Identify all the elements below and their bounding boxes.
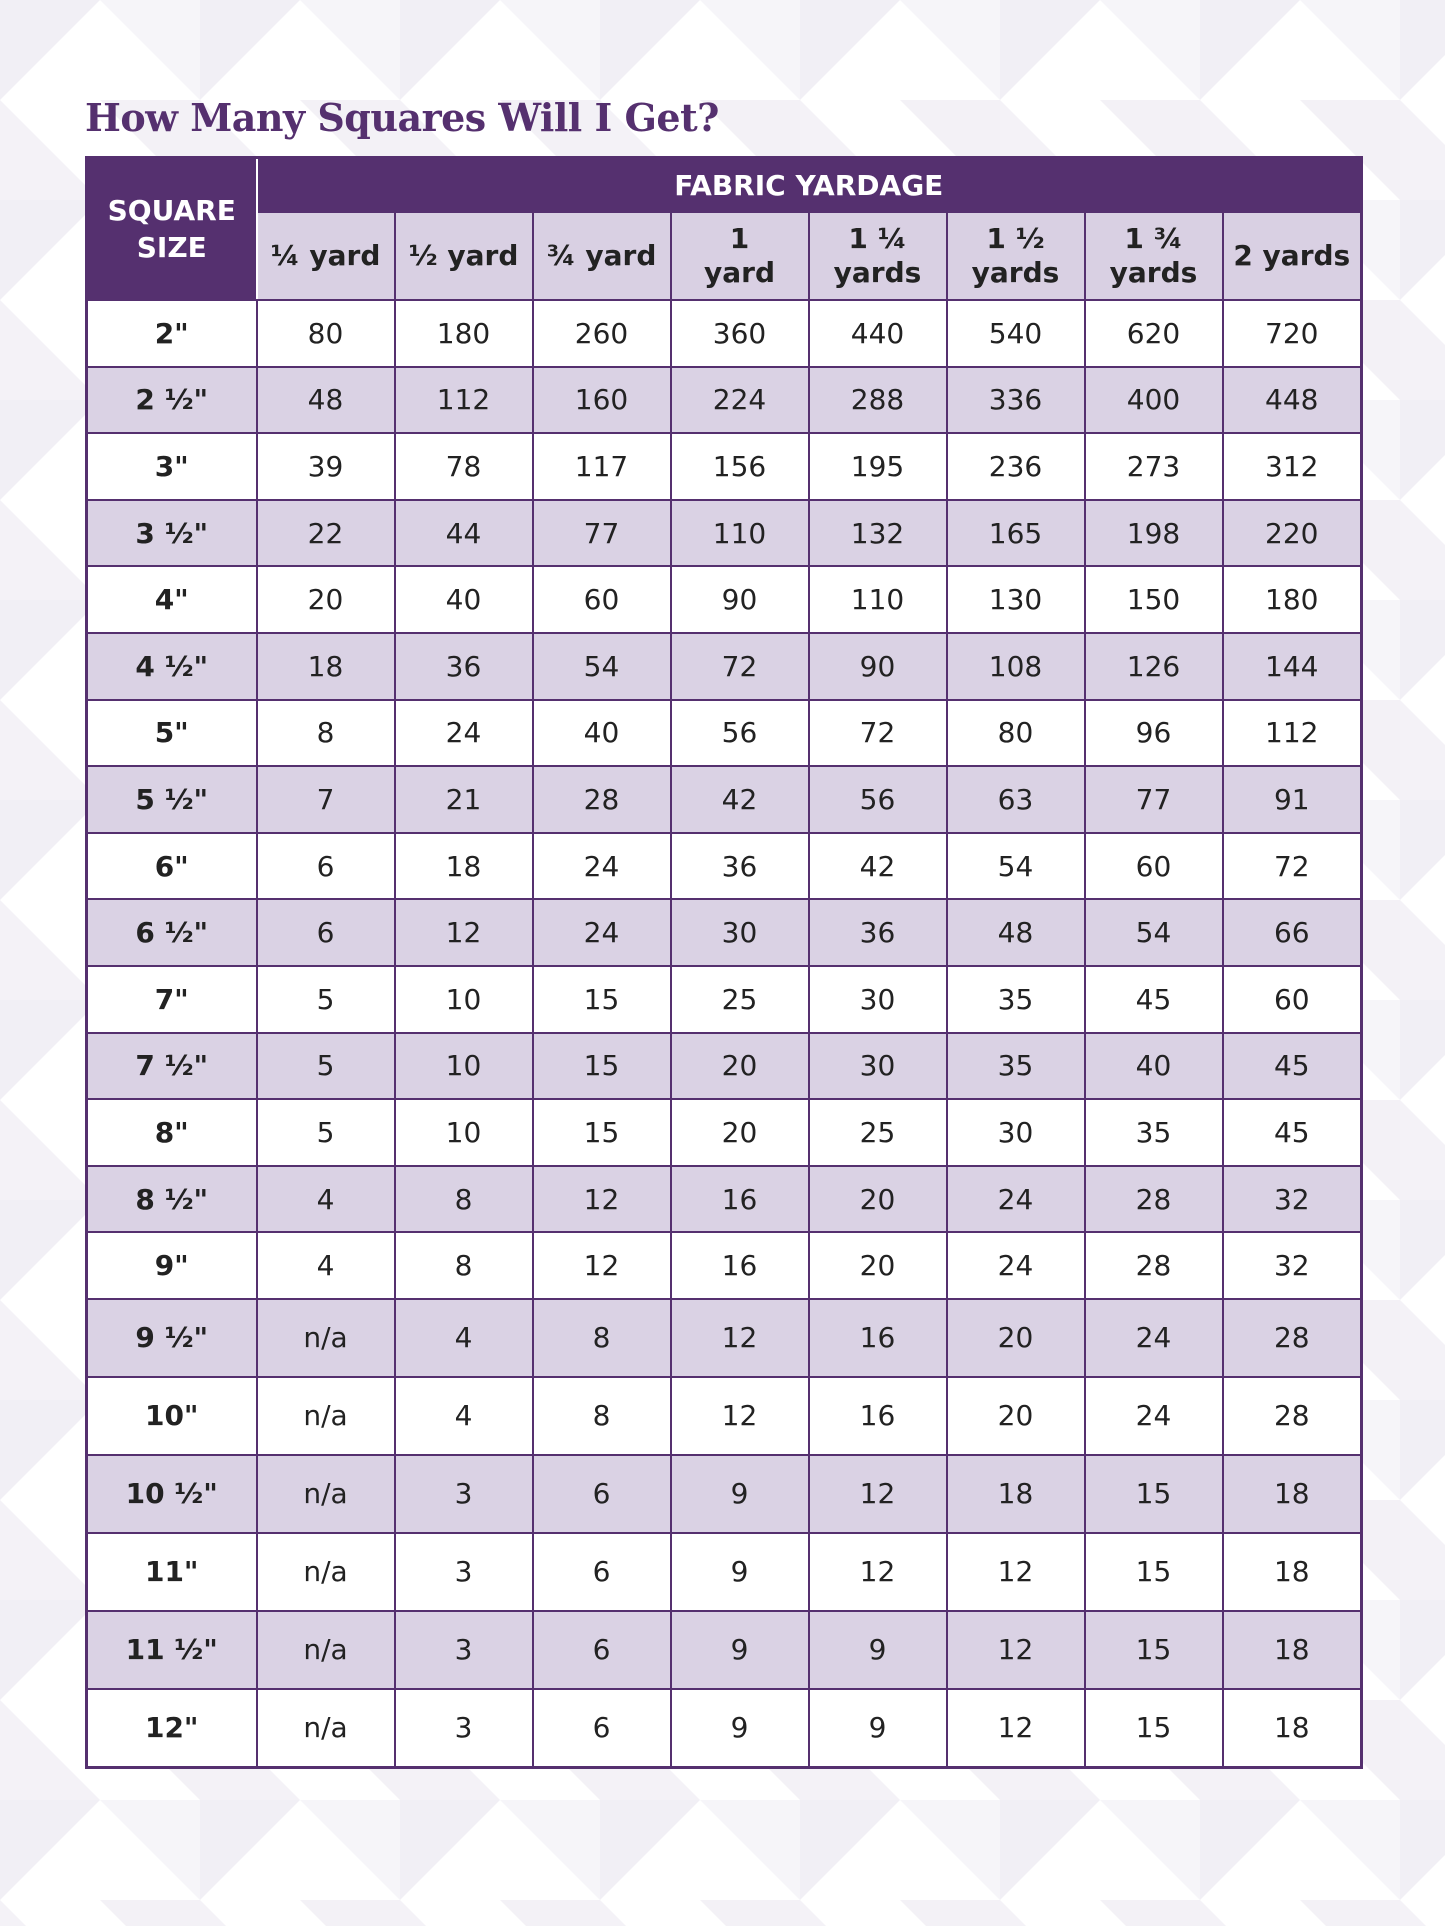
square-size-cell: 4" xyxy=(87,566,257,633)
square-count-cell: 12 xyxy=(809,1455,947,1533)
square-count-cell: 12 xyxy=(395,899,533,966)
square-count-cell: 8 xyxy=(533,1299,671,1377)
square-count-cell: 44 xyxy=(395,500,533,567)
square-count-cell: 312 xyxy=(1223,433,1362,500)
square-count-cell: 3 xyxy=(395,1689,533,1768)
square-count-cell: 18 xyxy=(395,833,533,900)
square-count-cell: 18 xyxy=(1223,1533,1362,1611)
square-count-cell: 6 xyxy=(533,1455,671,1533)
square-count-cell: 63 xyxy=(947,766,1085,833)
square-count-cell: 112 xyxy=(1223,700,1362,767)
square-count-cell: 6 xyxy=(257,899,395,966)
square-count-cell: 32 xyxy=(1223,1166,1362,1233)
square-count-cell: 28 xyxy=(533,766,671,833)
square-count-cell: n/a xyxy=(257,1533,395,1611)
square-count-cell: 18 xyxy=(1223,1455,1362,1533)
column-header-text: 1 ½ xyxy=(986,222,1045,255)
column-header-text: ¼ yard xyxy=(270,239,381,272)
table-body xyxy=(87,300,1362,1767)
table-row xyxy=(87,1533,1362,1611)
square-count-cell: 30 xyxy=(671,899,809,966)
square-count-cell: 130 xyxy=(947,566,1085,633)
table-row xyxy=(87,433,1362,500)
square-count-cell: 20 xyxy=(671,1033,809,1100)
square-size-header xyxy=(87,158,257,301)
square-count-cell: 77 xyxy=(533,500,671,567)
square-count-cell: 6 xyxy=(533,1689,671,1768)
square-count-cell: 15 xyxy=(533,966,671,1033)
square-count-cell: 20 xyxy=(809,1232,947,1299)
square-count-cell: 35 xyxy=(947,966,1085,1033)
square-count-cell: 60 xyxy=(1223,966,1362,1033)
square-count-cell: 108 xyxy=(947,633,1085,700)
square-count-cell: 10 xyxy=(395,1033,533,1100)
square-size-header-line-1: SQUARE xyxy=(107,194,236,227)
square-count-cell: 39 xyxy=(257,433,395,500)
square-count-cell: 10 xyxy=(395,1099,533,1166)
square-count-cell: 21 xyxy=(395,766,533,833)
column-header-text: yard xyxy=(704,256,775,289)
square-count-cell: 12 xyxy=(671,1299,809,1377)
square-count-cell: 198 xyxy=(1085,500,1223,567)
column-header-text: 2 yards xyxy=(1233,239,1351,272)
square-count-cell: 24 xyxy=(1085,1377,1223,1455)
column-header-text: 1 ¼ xyxy=(848,222,907,255)
square-count-cell: 6 xyxy=(533,1533,671,1611)
square-count-cell: 18 xyxy=(1223,1689,1362,1768)
square-count-cell: 72 xyxy=(671,633,809,700)
square-count-cell: 35 xyxy=(947,1033,1085,1100)
square-count-cell: 3 xyxy=(395,1533,533,1611)
square-count-cell: 32 xyxy=(1223,1232,1362,1299)
column-header-text: 1 xyxy=(729,222,750,255)
square-count-cell: 91 xyxy=(1223,766,1362,833)
table-row xyxy=(87,1166,1362,1233)
square-count-cell: 28 xyxy=(1223,1377,1362,1455)
square-count-cell: 16 xyxy=(809,1377,947,1455)
column-header-text: yards xyxy=(1109,256,1198,289)
square-count-cell: 5 xyxy=(257,1099,395,1166)
square-count-cell: 110 xyxy=(671,500,809,567)
square-count-cell: 72 xyxy=(809,700,947,767)
square-count-cell: 80 xyxy=(947,700,1085,767)
square-size-cell: 4 ½" xyxy=(87,633,257,700)
square-count-cell: 77 xyxy=(1085,766,1223,833)
square-count-cell: 24 xyxy=(533,833,671,900)
square-count-cell: 12 xyxy=(947,1533,1085,1611)
column-header xyxy=(671,212,809,300)
square-count-cell: 56 xyxy=(809,766,947,833)
square-count-cell: 15 xyxy=(533,1099,671,1166)
square-count-cell: n/a xyxy=(257,1377,395,1455)
square-count-cell: 8 xyxy=(533,1377,671,1455)
square-size-header-line-2: SIZE xyxy=(136,231,207,264)
square-count-cell: 12 xyxy=(947,1689,1085,1768)
square-count-cell: 15 xyxy=(533,1033,671,1100)
fabric-yardage-header: FABRIC YARDAGE xyxy=(257,158,1362,213)
square-count-cell: 448 xyxy=(1223,367,1362,434)
square-count-cell: 400 xyxy=(1085,367,1223,434)
column-header xyxy=(947,212,1085,300)
square-count-cell: 288 xyxy=(809,367,947,434)
square-count-cell: 5 xyxy=(257,1033,395,1100)
column-header-text: ¾ yard xyxy=(546,239,657,272)
square-size-cell: 7 ½" xyxy=(87,1033,257,1100)
square-count-cell: 12 xyxy=(947,1611,1085,1689)
square-size-cell: 12" xyxy=(87,1689,257,1768)
square-size-cell: 5" xyxy=(87,700,257,767)
square-count-cell: 273 xyxy=(1085,433,1223,500)
square-count-cell: 112 xyxy=(395,367,533,434)
square-count-cell: 180 xyxy=(395,300,533,367)
column-header-text: 1 ¾ xyxy=(1124,222,1183,255)
square-size-cell: 3" xyxy=(87,433,257,500)
table-row xyxy=(87,1099,1362,1166)
square-count-cell: 45 xyxy=(1085,966,1223,1033)
square-count-cell: 16 xyxy=(671,1232,809,1299)
square-count-cell: 720 xyxy=(1223,300,1362,367)
square-count-cell: 80 xyxy=(257,300,395,367)
square-count-cell: 8 xyxy=(395,1166,533,1233)
square-count-cell: n/a xyxy=(257,1299,395,1377)
table-row xyxy=(87,500,1362,567)
square-count-cell: 336 xyxy=(947,367,1085,434)
square-count-cell: 24 xyxy=(947,1166,1085,1233)
column-header-row xyxy=(87,212,1362,300)
square-count-cell: 45 xyxy=(1223,1033,1362,1100)
square-count-cell: 15 xyxy=(1085,1689,1223,1768)
square-count-cell: 60 xyxy=(533,566,671,633)
square-count-cell: 126 xyxy=(1085,633,1223,700)
square-count-cell: 36 xyxy=(395,633,533,700)
square-count-cell: n/a xyxy=(257,1455,395,1533)
square-count-cell: 9 xyxy=(809,1611,947,1689)
square-count-cell: 165 xyxy=(947,500,1085,567)
square-count-cell: 28 xyxy=(1085,1166,1223,1233)
square-count-cell: 4 xyxy=(257,1166,395,1233)
square-count-cell: 20 xyxy=(947,1377,1085,1455)
square-count-cell: 9 xyxy=(671,1689,809,1768)
page-title: How Many Squares Will I Get? xyxy=(85,95,719,140)
square-count-cell: 15 xyxy=(1085,1455,1223,1533)
square-count-cell: 10 xyxy=(395,966,533,1033)
square-count-cell: 12 xyxy=(671,1377,809,1455)
square-count-cell: 3 xyxy=(395,1455,533,1533)
table-row xyxy=(87,1611,1362,1689)
square-count-cell: 35 xyxy=(1085,1099,1223,1166)
square-count-cell: 15 xyxy=(1085,1533,1223,1611)
square-count-cell: 4 xyxy=(395,1377,533,1455)
header-group-row xyxy=(87,158,1362,213)
square-count-cell: 25 xyxy=(671,966,809,1033)
square-count-cell: 20 xyxy=(257,566,395,633)
square-count-cell: 16 xyxy=(809,1299,947,1377)
square-count-cell: 8 xyxy=(395,1232,533,1299)
square-count-cell: 16 xyxy=(671,1166,809,1233)
square-count-cell: 42 xyxy=(809,833,947,900)
table-row xyxy=(87,833,1362,900)
square-count-cell: 28 xyxy=(1223,1299,1362,1377)
square-count-cell: 220 xyxy=(1223,500,1362,567)
square-count-cell: 8 xyxy=(257,700,395,767)
table-row xyxy=(87,1455,1362,1533)
square-count-cell: 54 xyxy=(1085,899,1223,966)
table-row xyxy=(87,367,1362,434)
square-count-cell: 540 xyxy=(947,300,1085,367)
square-size-cell: 2 ½" xyxy=(87,367,257,434)
square-size-cell: 6 ½" xyxy=(87,899,257,966)
square-size-cell: 8 ½" xyxy=(87,1166,257,1233)
square-count-cell: 40 xyxy=(533,700,671,767)
square-size-cell: 2" xyxy=(87,300,257,367)
column-header xyxy=(1223,212,1362,300)
square-count-cell: 18 xyxy=(257,633,395,700)
table-row xyxy=(87,1689,1362,1768)
square-count-cell: 160 xyxy=(533,367,671,434)
square-count-cell: 45 xyxy=(1223,1099,1362,1166)
square-count-cell: 195 xyxy=(809,433,947,500)
square-count-cell: 180 xyxy=(1223,566,1362,633)
square-count-cell: 4 xyxy=(257,1232,395,1299)
column-header-text: yards xyxy=(833,256,922,289)
square-count-cell: 260 xyxy=(533,300,671,367)
square-count-cell: 3 xyxy=(395,1611,533,1689)
square-count-cell: 117 xyxy=(533,433,671,500)
square-count-cell: 5 xyxy=(257,966,395,1033)
square-count-cell: 22 xyxy=(257,500,395,567)
square-size-cell: 11 ½" xyxy=(87,1611,257,1689)
square-size-cell: 10 ½" xyxy=(87,1455,257,1533)
square-count-cell: 156 xyxy=(671,433,809,500)
square-count-cell: 6 xyxy=(533,1611,671,1689)
square-count-cell: 132 xyxy=(809,500,947,567)
square-count-cell: 440 xyxy=(809,300,947,367)
square-count-cell: 620 xyxy=(1085,300,1223,367)
square-count-cell: 18 xyxy=(1223,1611,1362,1689)
square-count-cell: 144 xyxy=(1223,633,1362,700)
square-count-cell: 96 xyxy=(1085,700,1223,767)
square-count-cell: 24 xyxy=(1085,1299,1223,1377)
square-count-cell: 30 xyxy=(809,1033,947,1100)
table-row xyxy=(87,300,1362,367)
column-header xyxy=(533,212,671,300)
square-count-cell: 48 xyxy=(257,367,395,434)
square-size-cell: 7" xyxy=(87,966,257,1033)
square-size-cell: 5 ½" xyxy=(87,766,257,833)
square-count-cell: n/a xyxy=(257,1689,395,1768)
square-count-cell: 72 xyxy=(1223,833,1362,900)
table-row xyxy=(87,899,1362,966)
table-row xyxy=(87,766,1362,833)
square-count-cell: 9 xyxy=(809,1689,947,1768)
square-count-cell: 30 xyxy=(947,1099,1085,1166)
column-header xyxy=(809,212,947,300)
table-row xyxy=(87,966,1362,1033)
square-count-cell: n/a xyxy=(257,1611,395,1689)
square-count-cell: 12 xyxy=(533,1166,671,1233)
square-count-cell: 15 xyxy=(1085,1611,1223,1689)
column-header xyxy=(395,212,533,300)
square-count-cell: 20 xyxy=(671,1099,809,1166)
square-count-cell: 42 xyxy=(671,766,809,833)
table-row xyxy=(87,1033,1362,1100)
square-count-cell: 36 xyxy=(671,833,809,900)
square-size-cell: 3 ½" xyxy=(87,500,257,567)
square-count-cell: 25 xyxy=(809,1099,947,1166)
square-count-cell: 90 xyxy=(671,566,809,633)
square-count-cell: 24 xyxy=(947,1232,1085,1299)
square-count-cell: 12 xyxy=(533,1232,671,1299)
column-header-text: yards xyxy=(971,256,1060,289)
square-count-cell: 9 xyxy=(671,1611,809,1689)
square-count-cell: 90 xyxy=(809,633,947,700)
column-header xyxy=(257,212,395,300)
table-row xyxy=(87,633,1362,700)
yardage-table xyxy=(85,156,1363,1769)
square-count-cell: 78 xyxy=(395,433,533,500)
square-count-cell: 12 xyxy=(809,1533,947,1611)
square-count-cell: 48 xyxy=(947,899,1085,966)
table-row xyxy=(87,700,1362,767)
square-count-cell: 7 xyxy=(257,766,395,833)
squares-chart xyxy=(85,156,1360,1769)
square-count-cell: 20 xyxy=(809,1166,947,1233)
square-count-cell: 9 xyxy=(671,1533,809,1611)
square-size-cell: 10" xyxy=(87,1377,257,1455)
square-count-cell: 40 xyxy=(1085,1033,1223,1100)
square-count-cell: 9 xyxy=(671,1455,809,1533)
square-size-cell: 9" xyxy=(87,1232,257,1299)
square-count-cell: 36 xyxy=(809,899,947,966)
table-row xyxy=(87,1377,1362,1455)
table-row xyxy=(87,1232,1362,1299)
square-count-cell: 30 xyxy=(809,966,947,1033)
square-count-cell: 4 xyxy=(395,1299,533,1377)
square-size-cell: 9 ½" xyxy=(87,1299,257,1377)
square-count-cell: 224 xyxy=(671,367,809,434)
square-count-cell: 110 xyxy=(809,566,947,633)
square-count-cell: 24 xyxy=(395,700,533,767)
square-count-cell: 24 xyxy=(533,899,671,966)
square-count-cell: 236 xyxy=(947,433,1085,500)
square-size-cell: 11" xyxy=(87,1533,257,1611)
square-count-cell: 360 xyxy=(671,300,809,367)
table-row xyxy=(87,566,1362,633)
square-count-cell: 66 xyxy=(1223,899,1362,966)
square-count-cell: 60 xyxy=(1085,833,1223,900)
square-count-cell: 56 xyxy=(671,700,809,767)
square-size-cell: 8" xyxy=(87,1099,257,1166)
square-count-cell: 40 xyxy=(395,566,533,633)
square-count-cell: 20 xyxy=(947,1299,1085,1377)
table-row xyxy=(87,1299,1362,1377)
square-count-cell: 28 xyxy=(1085,1232,1223,1299)
column-header xyxy=(1085,212,1223,300)
square-count-cell: 6 xyxy=(257,833,395,900)
square-size-cell: 6" xyxy=(87,833,257,900)
square-count-cell: 54 xyxy=(947,833,1085,900)
square-count-cell: 54 xyxy=(533,633,671,700)
column-header-text: ½ yard xyxy=(408,239,519,272)
square-count-cell: 150 xyxy=(1085,566,1223,633)
square-count-cell: 18 xyxy=(947,1455,1085,1533)
